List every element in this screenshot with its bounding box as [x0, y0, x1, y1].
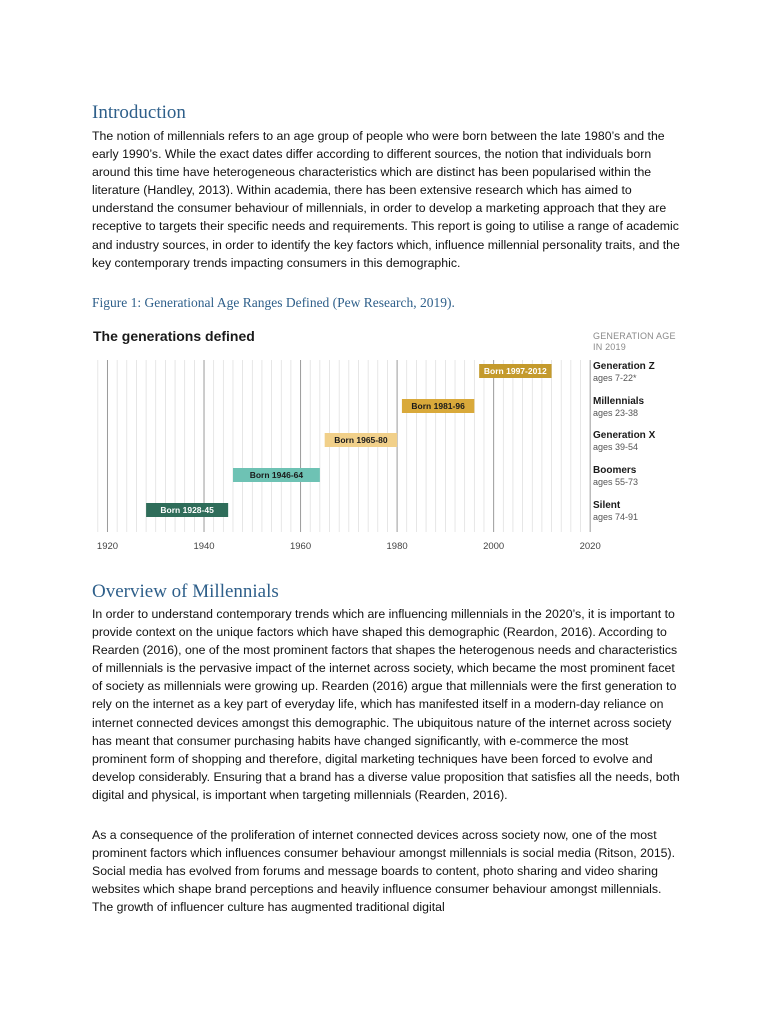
x-tick-label: 2020: [579, 541, 601, 552]
legend-generation-name: Generation X: [593, 430, 656, 441]
overview-paragraph-1: In order to understand contemporary trends which are influencing millennials in the 2020’s, it is important to provide context on the unique factors which have shaped this demographic (Reardon, 2016). According to Rearden (2016), one of the most prominent factors that shapes the heterogenous needs and characteristics of millennials is the pervasive impact of the internet across society, which became the most prominent facet of society as millennials were growing up. Rearden (2016) argue that millennials were the first generation to rely on the internet as a key part of everyday life, which has manifested itself in a modern-day reliance on internet connected devices amongst this demographic. The ubiquitous nature of the internet across society has meant that consumer purchasing habits have changed significantly, with e-commerce the most prominent form of shopping and therefore, digital marketing techniques have been forced to evolve and develop considerably. Ensuring that a brand has a diverse value proposition that satisfies all the needs, both digital and physical, is important when targeting millennials (Rearden, 2016).: [92, 607, 680, 802]
generations-chart: [90, 322, 680, 554]
chart-x-axis: [97, 541, 601, 552]
x-tick-label: 1940: [193, 541, 215, 552]
chart-legend: [593, 361, 656, 522]
legend-generation-name: Generation Z: [593, 361, 655, 372]
x-tick-label: 2000: [483, 541, 505, 552]
legend-generation-ages: ages 23-38: [593, 408, 639, 418]
x-tick-label: 1960: [289, 541, 312, 552]
legend-generation-ages: ages 7-22*: [593, 373, 637, 383]
legend-generation-ages: ages 55-73: [593, 477, 639, 487]
introduction-heading: Introduction: [92, 102, 186, 123]
legend-generation-name: Millennials: [593, 396, 645, 407]
figure-caption: Figure 1: Generational Age Ranges Defined (Pew Research, 2019).: [92, 295, 455, 310]
bar-label: Born 1965-80: [334, 435, 388, 445]
chart-title: The generations defined: [93, 328, 255, 344]
bar-label: Born 1928-45: [160, 505, 214, 515]
x-tick-label: 1920: [96, 541, 119, 552]
bar-label: Born 1981-96: [411, 401, 465, 411]
legend-heading-line2: IN 2019: [593, 342, 626, 352]
legend-generation-ages: ages 39-54: [593, 442, 639, 452]
legend-generation-ages: ages 74-91: [593, 512, 639, 522]
legend-generation-name: Silent: [593, 500, 621, 511]
overview-paragraph-2: As a consequence of the proliferation of internet connected devices across society now, one of the most prominent factors which influences consumer behaviour amongst millennials is social media (Ritson, 2015). Social media has evolved from forums and message boards to content, photo sharing and video sharing websites which shape brand perceptions and heavily influence consumer behaviour amongst millennials. The growth of influencer culture has augmented traditional digital: [92, 828, 676, 915]
legend-generation-name: Boomers: [593, 465, 637, 476]
bar-label: Born 1946-64: [249, 470, 304, 480]
overview-heading: Overview of Millennials: [92, 581, 279, 602]
x-tick-label: 1980: [386, 541, 408, 552]
introduction-paragraph: The notion of millennials refers to an age group of people who were born between the late 1980’s and the early 1990’s. While the exact dates differ according to different sources, the notion that individuals born around this time have heterogeneous characteristics which are distinct has been popularised within the literature (Handley, 2013). Within academia, there has been extensive research which has aimed to understand the consumer behaviour of millennials, in order to develop a marketing approach that they are receptive to targets their specific needs and requirements. This report is going to utilise a range of academic and industry sources, in order to identify the key factors which, influence millennial personality traits, and the key contemporary trends impacting consumers in this demographic.: [92, 129, 680, 270]
legend-heading-line1: GENERATION AGE: [593, 331, 676, 341]
bar-label: Born 1997-2012: [483, 366, 547, 376]
